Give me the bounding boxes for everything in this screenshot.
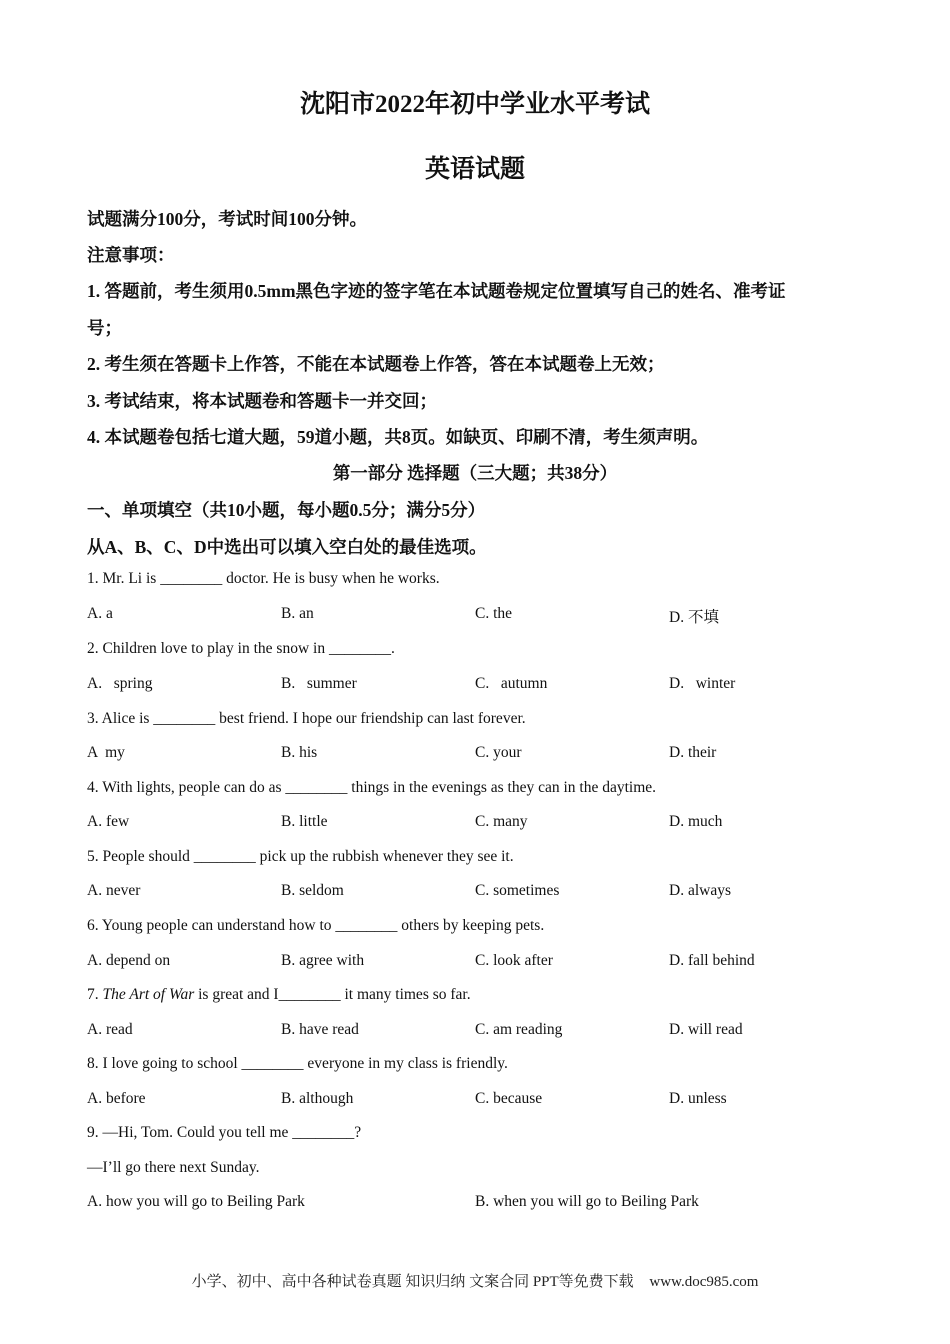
q7-option-c: C. am reading — [475, 1021, 563, 1038]
q5-option-d: D. always — [669, 882, 731, 899]
q3-option-a: A my — [87, 744, 125, 761]
exam-subtitle: 英语试题 — [424, 156, 525, 183]
note-1b: 号； — [87, 318, 122, 338]
score-time-line: 试题满分100分，考试时间100分钟。 — [87, 209, 367, 229]
q7-option-b: B. have read — [281, 1021, 359, 1038]
note-4: 4. 本试题卷包括七道大题，59道小题，共8页。如缺页、印刷不清，考生须声明。 — [87, 427, 709, 447]
notes-title: 注意事项： — [87, 245, 175, 265]
q5-option-b: B. seldom — [281, 882, 344, 899]
section-instruction: 从A、B、C、D中选出可以填入空白处的最佳选项。 — [87, 537, 487, 557]
q3-option-d: D. their — [669, 744, 717, 761]
q1-option-b: B. an — [281, 605, 314, 622]
q9-option-a: A. how you will go to Beiling Park — [87, 1193, 305, 1210]
question-4-stem: 4. With lights, people can do as ________ things in the evenings as they can in the daytime. — [87, 779, 657, 796]
q8-option-d: D. unless — [669, 1090, 727, 1107]
q1-option-c: C. the — [475, 605, 513, 622]
q3-option-c: C. your — [475, 744, 522, 761]
question-9-stem: 9. —Hi, Tom. Could you tell me ________? — [87, 1124, 362, 1141]
q7-stem-suffix: is great and I________ it many times so far. — [194, 986, 471, 1003]
q8-option-a: A. before — [87, 1090, 146, 1107]
q7-option-d: D. will read — [669, 1021, 743, 1038]
exam-title: 沈阳市2022年初中学业水平考试 — [299, 91, 650, 118]
q5-option-a: A. never — [87, 882, 141, 899]
note-1a: 1. 答题前，考生须用0.5mm黑色字迹的签字笔在本试题卷规定位置填写自己的姓名、准考证 — [87, 281, 786, 301]
q2-option-d: D. winter — [669, 675, 736, 692]
question-1-stem: 1. Mr. Li is ________ doctor. He is busy when he works. — [87, 570, 440, 587]
footer-text: 小学、初中、高中各种试卷真题 知识归纳 文案合同 PPT等免费下载 — [191, 1274, 634, 1290]
q8-option-c: C. because — [475, 1090, 543, 1107]
part1-heading: 第一部分 选择题（三大题；共38分） — [332, 463, 618, 483]
note-3: 3. 考试结束，将本试题卷和答题卡一并交回； — [87, 391, 437, 411]
q4-option-c: C. many — [475, 813, 528, 830]
q7-stem-prefix: 7. — [87, 986, 103, 1003]
q6-option-c: C. look after — [475, 952, 553, 969]
q9-option-b: B. when you will go to Beiling Park — [475, 1193, 699, 1210]
question-9-reply: —I’ll go there next Sunday. — [87, 1159, 260, 1176]
page-footer — [0, 1270, 950, 1291]
footer-url[interactable]: www.doc985.com — [649, 1274, 759, 1290]
q7-book-title: The Art of War — [102, 986, 195, 1003]
question-3-stem: 3. Alice is ________ best friend. I hope our friendship can last forever. — [87, 710, 526, 727]
q2-option-c: C. autumn — [475, 675, 548, 692]
q4-option-a: A. few — [87, 813, 130, 830]
q1-option-d: D. 不填 — [669, 609, 719, 626]
q2-option-b: B. summer — [281, 675, 357, 692]
q4-option-b: B. little — [281, 813, 328, 830]
section-title: 一、单项填空（共10小题，每小题0.5分；满分5分） — [87, 500, 486, 520]
question-5-stem: 5. People should ________ pick up the rubbish whenever they see it. — [87, 848, 514, 865]
q3-option-b: B. his — [281, 744, 318, 761]
question-7-stem — [87, 986, 471, 1004]
q8-option-b: B. although — [281, 1090, 354, 1107]
q7-option-a: A. read — [87, 1021, 133, 1038]
question-2-stem: 2. Children love to play in the snow in ________. — [87, 640, 395, 657]
q6-option-b: B. agree with — [281, 952, 365, 969]
q6-option-d: D. fall behind — [669, 952, 755, 969]
note-2: 2. 考生须在答题卡上作答，不能在本试题卷上作答，答在本试题卷上无效； — [87, 354, 665, 374]
question-6-stem: 6. Young people can understand how to ________ others by keeping pets. — [87, 917, 545, 934]
q5-option-c: C. sometimes — [475, 882, 560, 899]
q2-option-a: A. spring — [87, 675, 153, 692]
q6-option-a: A. depend on — [87, 952, 171, 969]
q4-option-d: D. much — [669, 813, 723, 830]
question-8-stem: 8. I love going to school ________ everyone in my class is friendly. — [87, 1055, 508, 1072]
q1-option-a: A. a — [87, 605, 113, 622]
